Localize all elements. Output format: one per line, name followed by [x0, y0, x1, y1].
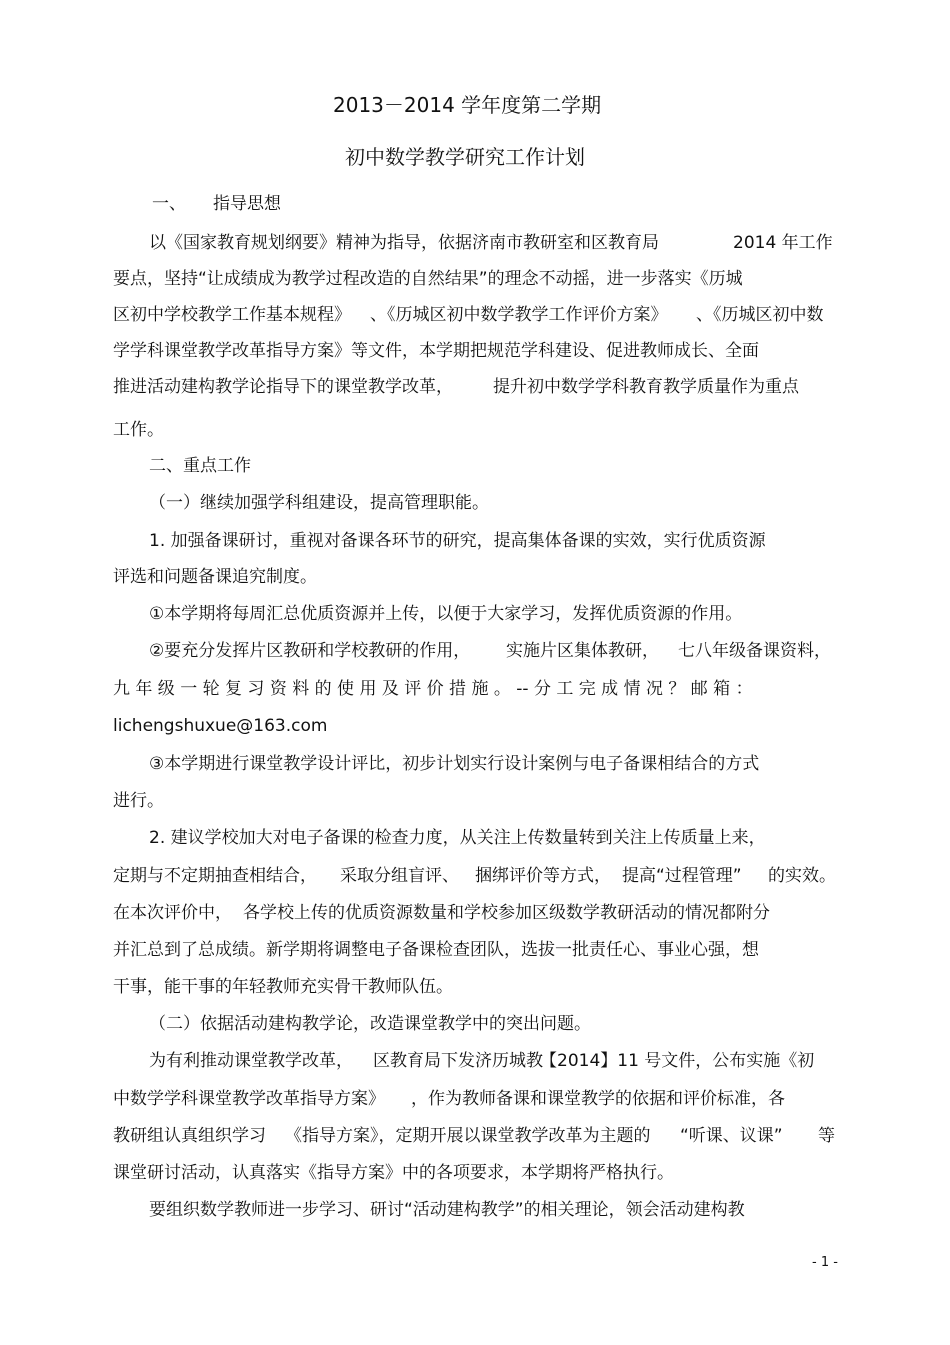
- paragraph-line: 教研组认真组织学习: [113, 1126, 266, 1146]
- paragraph-line: 推进活动建构教学论指导下的课堂教学改革，: [113, 377, 453, 397]
- paragraph-line: 【2014】11 号文件，公布实施《初: [540, 1051, 815, 1071]
- page-number: - 1 -: [812, 1255, 838, 1270]
- title-line-2: 初中数学教学研究工作计划: [345, 145, 585, 169]
- paragraph-line: 2014 年工作: [733, 233, 833, 253]
- paragraph-line: 干事，能干事的年轻教师充实骨干教师队伍。: [113, 977, 453, 997]
- paragraph-line: 捆绑评价等方式，: [475, 866, 611, 886]
- paragraph-line: 1. 加强备课研讨，重视对备课各环节的研究，提高集体备课的实效，实行优质资源: [149, 531, 766, 551]
- paragraph-line: 以《国家教育规划纲要》精神为指导，依据济南市教研室和区教育局: [149, 233, 659, 253]
- paragraph-line: 中数学学科课堂教学改革指导方案》: [113, 1089, 385, 1109]
- subsection-1-heading: （一）继续加强学科组建设，提高管理职能。: [149, 493, 489, 513]
- title-line-1: 2013－2014 学年度第二学期: [333, 93, 602, 117]
- paragraph-line: 并汇总到了总成绩。新学期将调整电子备课检查团队，选拔一批责任心、事业心强，想: [113, 940, 759, 960]
- paragraph-line: 九 年 级 一 轮 复 习 资 料 的 使 用 及 评 价 措 施 。 -- 分 工 完 成 情 况 ？ 邮 箱 ：: [113, 679, 753, 699]
- paragraph-line: 定期与不定期抽查相结合，: [113, 866, 317, 886]
- paragraph-line: 的实效。: [768, 866, 836, 886]
- paragraph-line: ③本学期进行课堂教学设计评比，初步计划实行设计案例与电子备课相结合的方式: [149, 754, 760, 774]
- section-2-heading: 二、重点工作: [149, 456, 251, 476]
- paragraph-line: 、《历城区初中数: [696, 305, 824, 325]
- paragraph-line: 区教育局下发济历城教: [373, 1051, 543, 1071]
- paragraph-line: 评选和问题备课追究制度。: [113, 567, 317, 587]
- paragraph-line: ②要充分发挥片区教研和学校教研的作用，: [149, 641, 471, 661]
- paragraph-line: 课堂研讨活动，认真落实《指导方案》中的各项要求，本学期将严格执行。: [113, 1163, 674, 1183]
- paragraph-line: 提高“过程管理”: [622, 866, 742, 886]
- paragraph-line: 2. 建议学校加大对电子备课的检查力度，从关注上传数量转到关注上传质量上来，: [149, 828, 766, 848]
- paragraph-line: 提升初中数学学科教育教学质量作为重点: [493, 377, 799, 397]
- paragraph-line: 要点，坚持“让成绩成为教学过程改造的自然结果”的理念不动摇，进一步落实《历城: [113, 269, 743, 289]
- paragraph-line: 区初中学校教学工作基本规程》: [113, 305, 351, 325]
- email-address: lichengshuxue@163.com: [113, 716, 328, 736]
- subsection-2-heading: （二）依据活动建构教学论，改造课堂教学中的突出问题。: [149, 1014, 591, 1034]
- paragraph-line: 采取分组盲评、: [340, 866, 459, 886]
- paragraph-line: 等: [818, 1126, 835, 1146]
- paragraph-line: 《指导方案》，定期开展以课堂教学改革为主题的: [285, 1126, 651, 1146]
- paragraph-line: ，作为教师备课和课堂教学的依据和评价标准，各: [411, 1089, 785, 1109]
- paragraph-line: 工作。: [113, 420, 164, 440]
- paragraph-line: 、《历城区初中数学教学工作评价方案》: [370, 305, 668, 325]
- paragraph-line: ①本学期将每周汇总优质资源并上传，以便于大家学习，发挥优质资源的作用。: [149, 604, 743, 624]
- paragraph-line: 实施片区集体教研，: [506, 641, 659, 661]
- paragraph-line: 要组织数学教师进一步学习、研讨“活动建构教学”的相关理论，领会活动建构教: [149, 1200, 745, 1220]
- paragraph-line: “听课、议课”: [680, 1126, 783, 1146]
- section-1-number: 一、: [152, 194, 186, 214]
- paragraph-line: 为有利推动课堂教学改革，: [149, 1051, 353, 1071]
- section-1-heading: 指导思想: [213, 194, 281, 214]
- paragraph-line: 七八年级备课资料，: [678, 641, 831, 661]
- paragraph-line: 进行。: [113, 791, 164, 811]
- paragraph-line: 各学校上传的优质资源数量和学校参加区级数学教研活动的情况都附分: [243, 903, 770, 923]
- paragraph-line: 在本次评价中，: [113, 903, 232, 923]
- paragraph-line: 学学科课堂教学改革指导方案》等文件，本学期把规范学科建设、促进教师成长、全面: [113, 341, 759, 361]
